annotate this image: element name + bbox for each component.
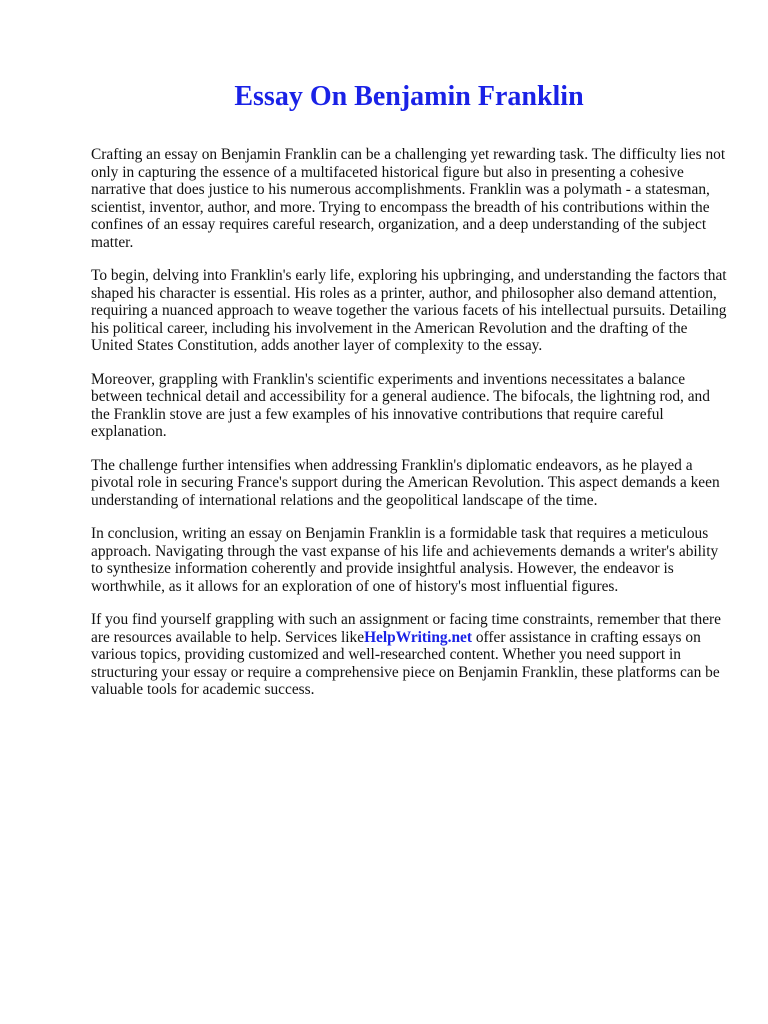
paragraph-2: To begin, delving into Franklin's early life, exploring his upbringing, and understanding the factors that shaped his character is essential. His roles as a printer, author, and philosopher also demand attention, requiring a nuanced approach to weave together the various facets of his intellectual pursuits. Detailing his political career, including his involvement in the American Revolution and the drafting of the United States Constitution, adds another layer of complexity to the essay. bbox=[91, 267, 727, 354]
paragraph-3: Moreover, grappling with Franklin's scientific experiments and inventions necessitates a balance between technical detail and accessibility for a general audience. The bifocals, the lightning rod, and the Franklin stove are just a few examples of his innovative contributions that require careful explanation. bbox=[91, 370, 710, 440]
essay-body bbox=[91, 146, 731, 715]
paragraph-4: The challenge further intensifies when addressing Franklin's diplomatic endeavors, as he played a pivotal role in securing France's support during the American Revolution. This aspect demands a keen understanding of international relations and the geopolitical landscape of the time. bbox=[91, 456, 720, 509]
paragraph-5: In conclusion, writing an essay on Benjamin Franklin is a formidable task that requires a meticulous approach. Navigating through the vast expanse of his life and achievements demands a writer's ability to synthesize information coherently and provide insightful analysis. However, the endeavor is worthwhile, as it allows for an exploration of one of history's most influential figures. bbox=[91, 525, 719, 595]
paragraph-6 bbox=[91, 611, 731, 699]
helpwriting-link[interactable]: HelpWriting.net bbox=[364, 628, 472, 646]
paragraph-6-text-before-link: If you find yourself grappling with such an assignment or facing time constraints, remember that there are resources available to help. Services like bbox=[91, 611, 721, 646]
paragraph-6-text-after-link: offer assistance in crafting essays on various topics, providing customized and well-researched content. Whether you need support in structuring your essay or require a comprehensive piece on Benjamin Franklin, these platforms can be valuable tools for academic success. bbox=[91, 628, 720, 698]
paragraph-1: Crafting an essay on Benjamin Franklin can be a challenging yet rewarding task. The difficulty lies not only in capturing the essence of a multifaceted historical figure but also in presenting a cohesive narrative that does justice to his numerous accomplishments. Franklin was a polymath - a statesman, scientist, inventor, author, and more. Trying to encompass the breadth of his contributions within the confines of an essay requires careful research, organization, and a deep understanding of the subject matter. bbox=[91, 146, 726, 251]
page-title: Essay On Benjamin Franklin bbox=[234, 81, 584, 112]
